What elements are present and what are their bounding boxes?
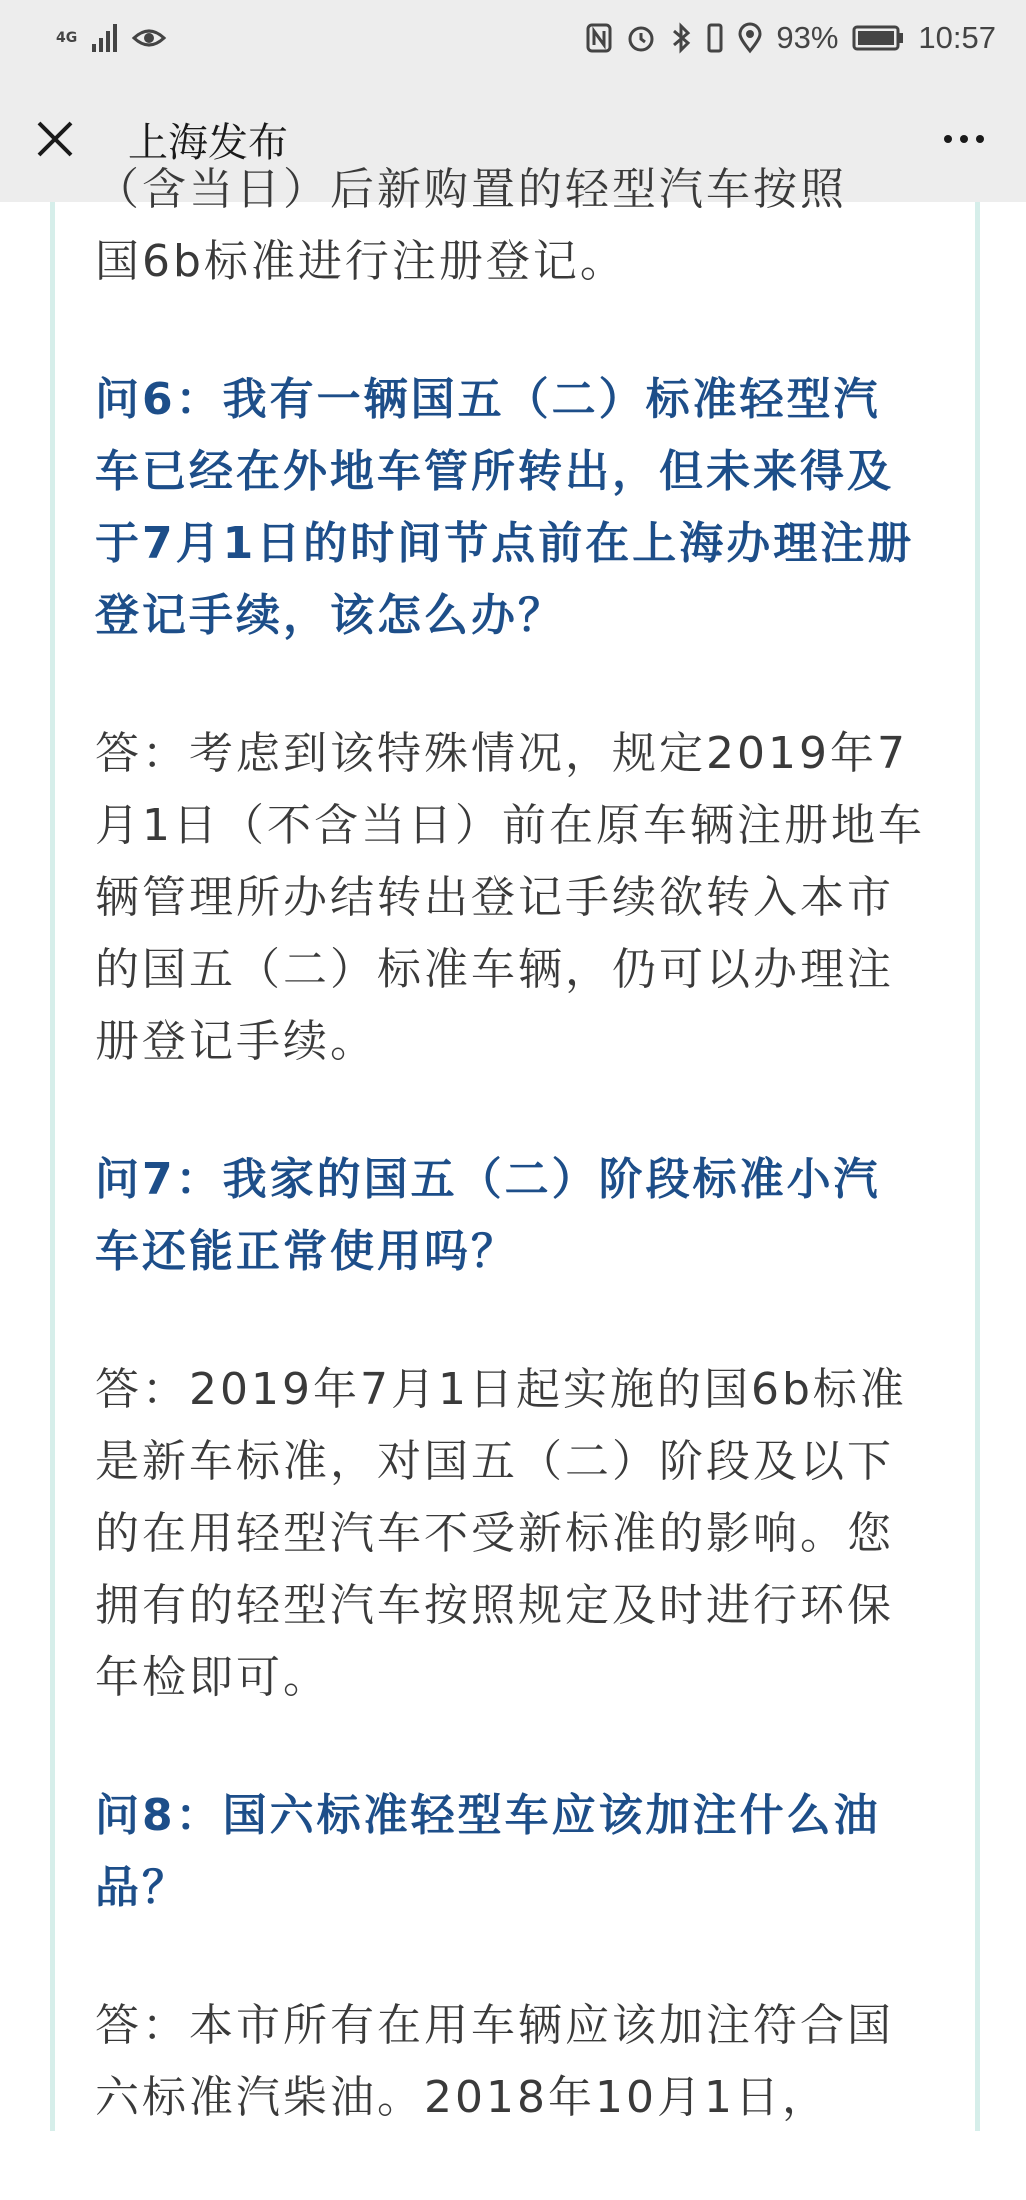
- status-bar: [0, 0, 1026, 76]
- answer-6: 答：考虑到该特殊情况，规定2019年7月1日（不含当日）前在原车辆注册地车辆管理所办结转出登记手续欲转入本市的国五（二）标准车辆，仍可以办理注册登记手续。: [95, 728, 925, 1067]
- answer-8: 答：本市所有在用车辆应该加注符合国六标准汽柴油。2018年10月1日，: [95, 2000, 894, 2123]
- status-right: [586, 20, 996, 56]
- alarm-icon: [626, 23, 656, 53]
- battery-icon: [852, 25, 904, 51]
- status-left: [56, 24, 166, 52]
- article-body[interactable]: [50, 164, 980, 2131]
- more-dot-icon: [976, 135, 984, 143]
- location-icon: [738, 23, 762, 53]
- answer-7: 答：2019年7月1日起实施的国6b标准是新车标准，对国五（二）阶段及以下的在用轻型汽车不受新标准的影响。您拥有的轻型汽车按照规定及时进行环保年检即可。: [95, 1364, 907, 1703]
- clock: 10:57: [918, 20, 996, 55]
- more-options-button[interactable]: [934, 119, 994, 159]
- bluetooth-icon: [670, 23, 692, 53]
- more-dot-icon: [944, 135, 952, 143]
- page-title: 上海发布: [128, 119, 288, 166]
- more-dot-icon: [960, 135, 968, 143]
- network-type: 4G: [56, 30, 78, 46]
- question-7: 问7：我家的国五（二）阶段标准小汽车还能正常使用吗？: [95, 1154, 881, 1277]
- article-content: [95, 154, 925, 2200]
- eye-icon: [132, 26, 166, 50]
- article-text: 国6b标准进行注册登记。: [95, 236, 627, 287]
- vibrate-icon: [706, 23, 724, 53]
- nfc-icon: [586, 23, 612, 53]
- question-8: 问8：国六标准轻型车应该加注什么油品？: [95, 1790, 881, 1913]
- battery-percent: 93%: [776, 20, 839, 55]
- close-icon: [35, 119, 75, 159]
- signal-icon: [92, 24, 118, 52]
- question-6: 问6：我有一辆国五（二）标准轻型汽车已经在外地车管所转出，但未来得及于7月1日的时间节点前在上海办理注册登记手续，该怎么办？: [95, 374, 915, 641]
- article-text-partial: （含当日）后新购置的轻型汽车按照: [95, 164, 847, 215]
- close-button[interactable]: [32, 116, 78, 162]
